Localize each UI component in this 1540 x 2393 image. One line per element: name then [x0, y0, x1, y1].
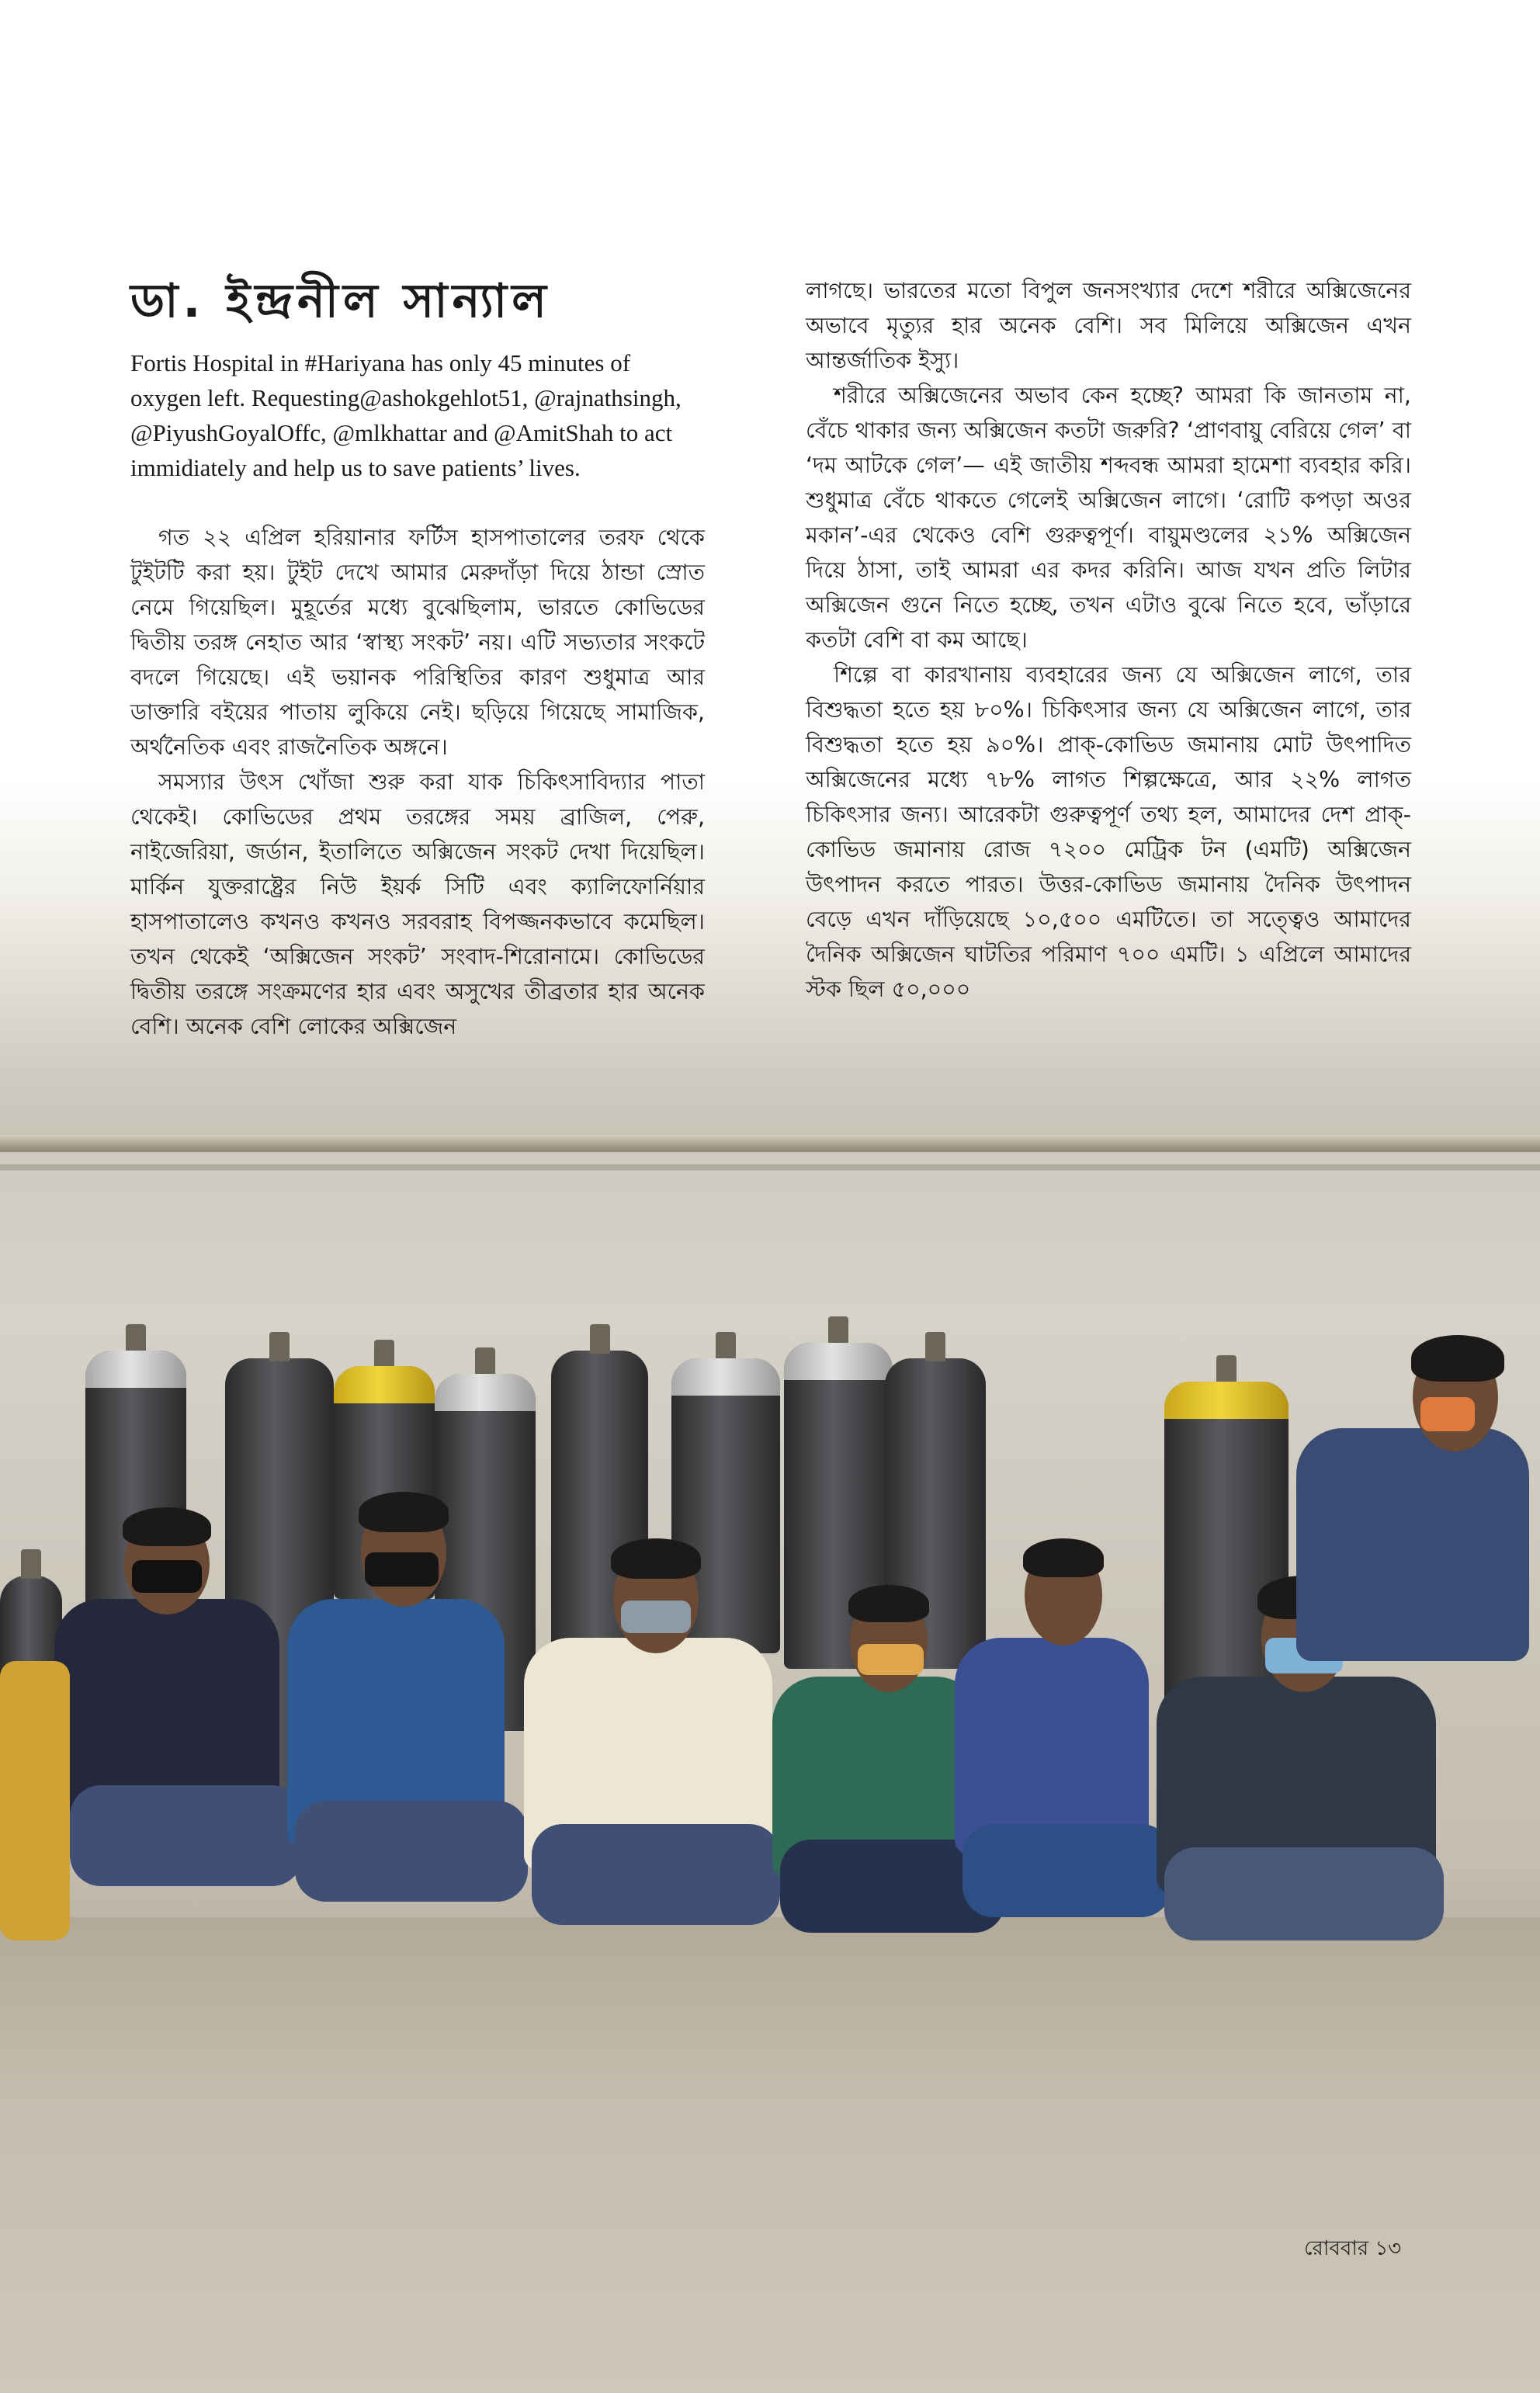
quoted-tweet: Fortis Hospital in #Hariyana has only 45 minutes of oxygen left. Requesting@ashokgehlot51, @rajnathsingh, @PiyushGoyalOffc, @mlkhattar and @AmitShah to act immidiately and help us to save patients’ lives.: [130, 349, 682, 481]
seated-person: [524, 1545, 780, 1979]
body-paragraph: শিল্পে বা কারখানায় ব্যবহারের জন্য যে অক্সিজেন লাগে, তার বিশুদ্ধতা হতে হয় ৮০%। চিকিৎসার জন্য যে অক্সিজেন লাগে, তার বিশুদ্ধতা হতে হয় ৯০%। প্রাক্-কোভিড জমানায় মোট উৎপাদিত অক্সিজেনের মধ্যে ৭৮% লাগত শিল্পক্ষেত্রে, আর ২২% লাগত চিকিৎসার জন্য। আরেকটা গুরুত্বপূর্ণ তথ্য হল, আমাদের দেশ প্রাক্-কোভিড জমানায় রোজ ৭২০০ মেট্রিক টন (এমটি) অক্সিজেন উৎপাদন করতে পারত। উত্তর-কোভিড জমানায় দৈনিক উৎপাদন বেড়ে এখন দাঁড়িয়েছে ১০,৫০০ এমটিতে। তা সত্ত্বেও আমাদের দৈনিক অক্সিজেন ঘাটতির পরিমাণ ৭০০ এমটি। ১ এপ্রিলে আমাদের স্টক ছিল ৫০,০০০: [806, 662, 1411, 1002]
seated-person: [0, 1661, 78, 1987]
wall-ledge: [0, 1164, 1540, 1170]
body-paragraph: গত ২২ এপ্রিল হরিয়ানার ফর্টিস হাসপাতালের তরফ থেকে টুইটটি করা হয়। টুইট দেখে আমার মেরুদাঁড়া দিয়ে ঠান্ডা স্রোত নেমে গিয়েছিল। মুহূর্তের মধ্যে বুঝেছিলাম, ভারতে কোভিডের দ্বিতীয় তরঙ্গ নেহাত আর ‘স্বাস্থ্য সংকট’ নয়। এটি সভ্যতার সংকটে বদলে গিয়েছে। এই ভয়ানক পরিস্থিতির কারণ শুধুমাত্র আর ডাক্তারি বইয়ের পাতায় লুকিয়ে নেই। ছড়িয়ে গিয়েছে সামাজিক, অর্থনৈতিক এবং রাজনৈতিক অঙ্গনে।: [130, 525, 705, 760]
seated-person: [287, 1498, 528, 1995]
wall-pipe: [0, 1135, 1540, 1152]
standing-person: [1296, 1343, 1540, 1746]
body-paragraph: সমস্যার উৎস খোঁজা শুরু করা যাক চিকিৎসাবিদ্যার পাতা থেকেই। কোভিডের প্রথম তরঙ্গের সময় ব্রাজিল, পেরু, নাইজেরিয়া, জর্ডান, ইতালিতে অক্সিজেন সংকট দেখা দিয়েছিল। মার্কিন যুক্তরাষ্ট্রের নিউ ইয়র্ক সিটি এবং ক্যালিফোর্নিয়ার হাসপাতালেও কখনও কখনও সরবরাহ বিপজ্জনকভাবে কমেছিল। তখন থেকেই ‘অক্সিজেন সংকট’ সংবাদ-শিরোনামে। কোভিডের দ্বিতীয় তরঙ্গে সংক্রমণের হার এবং অসুখের তীব্রতার হার অনেক বেশি। অনেক বেশি লোকের অক্সিজেন: [130, 769, 705, 1039]
seated-person: [54, 1514, 303, 1995]
body-paragraph: শরীরে অক্সিজেনের অভাব কেন হচ্ছে? আমরা কি জানতাম না, বেঁচে থাকার জন্য অক্সিজেন কতটা জরুরি? ‘প্রাণবায়ু বেরিয়ে গেল’ বা ‘দম আটকে গেল’— এই জাতীয় শব্দবন্ধ আমরা হামেশা ব্যবহার করি। শুধুমাত্র বেঁচে থাকতে গেলেই অক্সিজেন লাগে। ‘রোটি কপড়া অওর মকান’-এর থেকেও বেশি গুরুত্বপূর্ণ। বায়ুমণ্ডলের ২১% অক্সিজেন দিয়ে ঠাসা, তাই আমরা এর কদর করিনি। আজ যখন প্রতি লিটার অক্সিজেন গুনে নিতে হচ্ছে, তখন এটাও বুঝে নিতে হবে, ভাঁড়ারে কতটা বেশি বা কম আছে।: [806, 383, 1411, 653]
body-paragraph: লাগছে। ভারতের মতো বিপুল জনসংখ্যার দেশে শরীরে অক্সিজেনের অভাবে মৃত্যুর হার অনেক বেশি। সব মিলিয়ে অক্সিজেন এখন আন্তর্জাতিক ইস্যু।: [806, 278, 1411, 373]
page-folio: রোববার ১৩: [1304, 2237, 1402, 2260]
right-column: [806, 273, 1411, 1007]
left-column: [130, 520, 705, 1044]
author-byline: ডা. ইন্দ্রনীল সান্যাল: [130, 274, 551, 328]
seated-person: [955, 1545, 1172, 1979]
